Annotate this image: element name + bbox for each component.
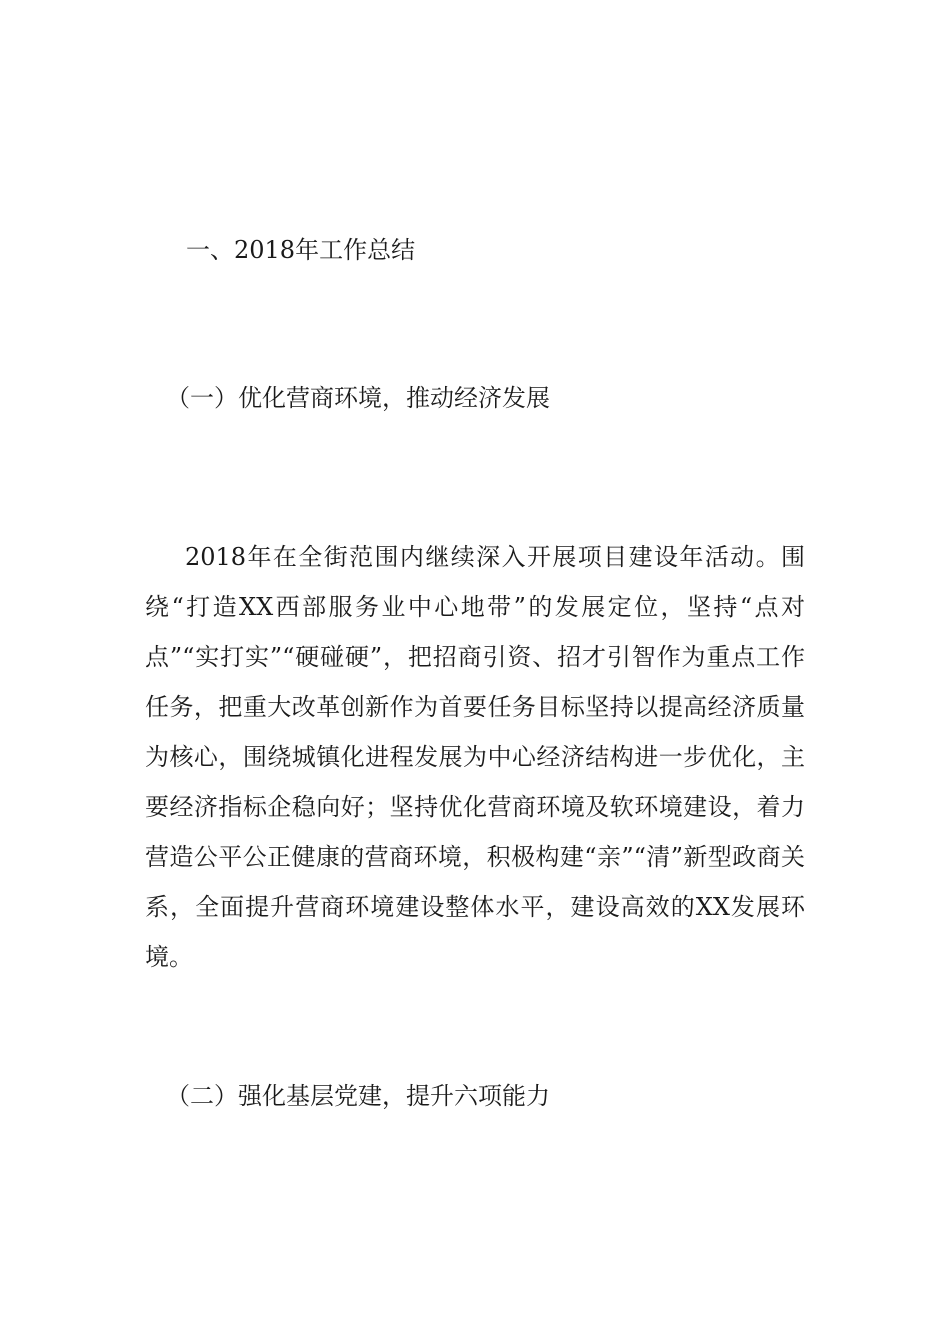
section-heading: 一、2018年工作总结 — [186, 236, 416, 264]
subsection-heading-2: （二）强化基层党建，提升六项能力 — [166, 1082, 550, 1110]
subsection-heading-1: （一）优化营商环境，推动经济发展 — [166, 384, 550, 412]
body-paragraph: 2018年在全街范围内继续深入开展项目建设年活动。围绕“打造XX西部服务业中心地带”的发展定位，坚持“点对点”“实打实”“硬碰硬”，把招商引资、招才引智作为重点工作任务，把重大改革创新作为首要任务目标坚持以提高经济质量为核心，围绕城镇化进程发展为中心经济结构进一步优化，主要经济指标企稳向好；坚持优化营商环境及软环境建设，着力营造公平公正健康的营商环境，积极构建“亲”“清”新型政商关系，全面提升营商环境建设整体水平，建设高效的XX发展环境。 — [145, 543, 805, 971]
